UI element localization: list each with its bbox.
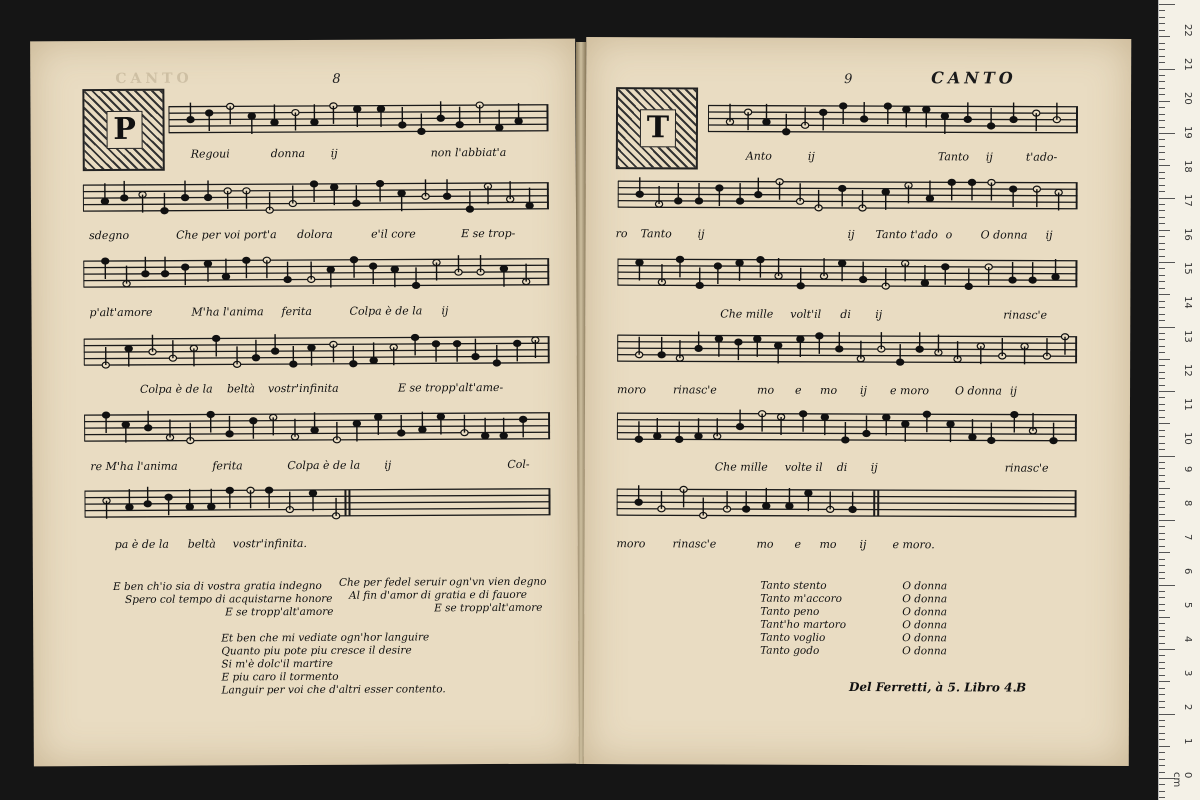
lyric: t'ado- — [1025, 150, 1058, 164]
right-page — [584, 37, 1132, 766]
lyric: ferita — [212, 459, 243, 473]
lyric: Tanto — [640, 227, 672, 241]
ruler-tick — [1159, 417, 1165, 418]
lyric: pa è de la — [114, 537, 170, 551]
ruler-tick — [1159, 88, 1165, 89]
ruler-tick — [1159, 36, 1170, 37]
ruler-tick — [1159, 75, 1165, 76]
ruler-tick — [1159, 275, 1165, 276]
ruler-tick — [1159, 520, 1175, 521]
ruler-number: 2 — [1182, 704, 1193, 711]
music-staff — [83, 255, 549, 291]
ruler-tick — [1159, 597, 1165, 598]
ruler-number: 0 cm — [1171, 772, 1193, 788]
ruler-tick — [1159, 307, 1165, 308]
ruler-tick — [1159, 23, 1165, 24]
lyric: p'alt'amore — [89, 305, 153, 320]
lyric: M'ha l'anima — [191, 305, 264, 319]
decorated-initial: T — [616, 87, 698, 169]
lyric: ij — [1045, 228, 1053, 242]
ruler-tick — [1159, 623, 1165, 624]
ruler-tick — [1159, 385, 1165, 386]
lyric: ij — [870, 461, 878, 475]
ruler-tick — [1159, 249, 1165, 250]
ruler-tick — [1159, 10, 1165, 11]
ruler-number: 16 — [1182, 228, 1193, 241]
ruler-tick — [1159, 797, 1165, 798]
ruler-tick — [1159, 4, 1175, 5]
ruler-number: 6 — [1182, 568, 1193, 575]
music-staff — [84, 485, 550, 521]
music-staff — [708, 101, 1078, 136]
music-staff — [83, 179, 549, 215]
verse-refrain: O donna O donna O donna O donna O donna O donna — [902, 580, 948, 658]
measuring-ruler — [1158, 0, 1200, 800]
ruler-tick — [1159, 456, 1175, 457]
ruler-tick — [1159, 630, 1165, 631]
page-number: 9 — [844, 71, 853, 87]
music-staff — [617, 255, 1077, 291]
left-page — [30, 39, 579, 767]
ruler-tick — [1159, 243, 1165, 244]
ruler-tick — [1159, 675, 1165, 676]
ruler-tick — [1159, 591, 1165, 592]
ruler-tick — [1159, 572, 1165, 573]
ruler-tick — [1159, 430, 1165, 431]
ruler-tick — [1159, 610, 1165, 611]
ruler-tick — [1159, 488, 1170, 489]
music-staff — [84, 333, 550, 369]
ruler-tick — [1159, 765, 1165, 766]
ruler-tick — [1159, 204, 1165, 205]
ruler-tick — [1159, 533, 1165, 534]
lyric: e moro — [890, 384, 930, 398]
verse-stanza: Et ben che mi vediate ogn'hor languire Quanto piu pote piu cresce il desire Si m'è dolc'il martire E piu caro il tormento Languir per voi che d'altri esser contento. — [221, 631, 446, 697]
ruler-tick — [1159, 217, 1165, 218]
ruler-tick — [1159, 501, 1165, 502]
ruler-tick — [1159, 726, 1165, 727]
ruler-tick — [1159, 481, 1165, 482]
ruler-tick — [1159, 333, 1165, 334]
ruler-tick — [1159, 159, 1165, 160]
lyric: O donna — [955, 384, 1002, 398]
ruler-tick — [1159, 320, 1165, 321]
ruler-tick — [1159, 288, 1165, 289]
ruler-number: 14 — [1182, 296, 1193, 309]
ruler-tick — [1159, 127, 1165, 128]
ruler-tick — [1159, 327, 1175, 328]
ruler-number: 4 — [1182, 636, 1193, 643]
ruler-tick — [1159, 191, 1165, 192]
ruler-tick — [1159, 101, 1170, 102]
ruler-tick — [1159, 739, 1165, 740]
ruler-tick — [1159, 56, 1165, 57]
lyric: rinasc'e — [1003, 308, 1048, 322]
lyric: ro — [615, 227, 628, 241]
ruler-number: 21 — [1182, 58, 1193, 71]
ruler-tick — [1159, 514, 1165, 515]
lyric: Che per voi port'a — [176, 228, 277, 242]
lyric: mo — [757, 383, 775, 397]
bleed-through-text: CANTO — [115, 70, 193, 87]
ruler-tick — [1159, 462, 1165, 463]
lyric: vostr'infinita — [267, 381, 339, 396]
music-staff — [617, 485, 1077, 521]
lyric: Regoui — [190, 147, 230, 161]
ruler-tick — [1159, 262, 1175, 263]
ruler-tick — [1159, 701, 1165, 702]
decorated-initial: P — [82, 89, 164, 171]
ruler-tick — [1159, 655, 1165, 656]
ruler-tick — [1159, 662, 1165, 663]
lyric: vostr'infinita. — [232, 536, 307, 551]
music-staff — [168, 101, 548, 137]
ruler-tick — [1159, 281, 1165, 282]
ruler-tick — [1159, 365, 1165, 366]
lyric: Che mille — [714, 460, 768, 474]
ruler-tick — [1159, 256, 1165, 257]
verse-stanza: E ben ch'io sia di vostra gratia indegno Spero col tempo di acquistarne honore E se tropp'alt'amore — [112, 579, 334, 619]
lyric: rinasc'e — [1004, 461, 1049, 475]
ruler-tick — [1159, 146, 1165, 147]
ruler-tick — [1159, 423, 1170, 424]
ruler-tick — [1159, 585, 1175, 586]
lyric: e'il core — [371, 227, 416, 241]
lyric: mo — [756, 537, 774, 551]
lyric: di — [836, 460, 848, 474]
ruler-tick — [1159, 152, 1165, 153]
ruler-tick — [1159, 526, 1165, 527]
lyric: Colpa è de la — [139, 382, 213, 396]
ruler-tick — [1159, 397, 1165, 398]
lyric: rinasc'e — [673, 383, 717, 397]
ruler-tick — [1159, 114, 1165, 115]
lyric: E se tropp'alt'ame- — [397, 380, 504, 395]
ruler-tick — [1159, 468, 1165, 469]
lyric: Tanto — [937, 150, 970, 164]
ruler-tick — [1159, 552, 1170, 553]
ruler-number: 11 — [1182, 398, 1193, 411]
lyric: e — [795, 383, 802, 397]
lyric: E se trop- — [461, 226, 516, 241]
lyric: Colpa è de la — [349, 304, 423, 318]
music-staff — [84, 409, 550, 445]
ruler-tick — [1159, 133, 1175, 134]
lyric: beltà — [226, 382, 256, 396]
ruler-tick — [1159, 404, 1165, 405]
ruler-tick — [1159, 352, 1165, 353]
ruler-tick — [1159, 578, 1165, 579]
music-staff — [617, 409, 1077, 445]
ruler-tick — [1159, 546, 1165, 547]
ruler-tick — [1159, 339, 1165, 340]
ruler-tick — [1159, 694, 1165, 695]
ruler-tick — [1159, 165, 1170, 166]
lyric: dolora — [297, 227, 333, 242]
ruler-tick — [1159, 372, 1165, 373]
ruler-number: 17 — [1182, 194, 1193, 207]
verse-stanza: Che per fedel seruir ogn'vn vien degno Al fin d'amor di gratia e di fauore E se tropp'alt'amore — [338, 575, 547, 615]
lyric: mo — [820, 383, 838, 397]
lyric: Anto — [745, 149, 772, 163]
lyric: re M'ha l'anima — [90, 459, 178, 474]
ruler-tick — [1159, 346, 1165, 347]
ruler-number: 22 — [1182, 24, 1193, 37]
lyric: e moro. — [892, 538, 935, 552]
ruler-number: 19 — [1182, 126, 1193, 139]
ruler-tick — [1159, 649, 1175, 650]
ruler-tick — [1159, 681, 1170, 682]
page-number: 8 — [332, 71, 341, 87]
ruler-tick — [1159, 314, 1165, 315]
ruler-number: 3 — [1182, 670, 1193, 677]
lyric: rinasc'e — [672, 537, 717, 551]
ruler-tick — [1159, 494, 1165, 495]
ruler-tick — [1159, 746, 1170, 747]
lyric: ij — [1010, 384, 1017, 398]
lyric: donna — [270, 146, 306, 161]
music-staff — [617, 331, 1077, 367]
voice-part-header: CANTO — [931, 68, 1017, 88]
ruler-tick — [1159, 268, 1165, 269]
ruler-tick — [1159, 752, 1165, 753]
ruler-tick — [1159, 139, 1165, 140]
ruler-tick — [1159, 565, 1165, 566]
lyric: volte il — [784, 460, 823, 474]
ruler-tick — [1159, 733, 1165, 734]
ruler-number: 10 — [1182, 432, 1193, 445]
ruler-tick — [1159, 62, 1165, 63]
lyric: ij — [985, 150, 993, 164]
ruler-tick — [1159, 617, 1170, 618]
lyric: ij — [859, 538, 867, 552]
ruler-tick — [1159, 120, 1165, 121]
ruler-tick — [1159, 178, 1165, 179]
ruler-tick — [1159, 443, 1165, 444]
attribution: Del Ferretti, à 5. Libro 4. — [848, 679, 1017, 695]
ruler-number: 7 — [1182, 534, 1193, 541]
ruler-tick — [1159, 294, 1170, 295]
ruler-tick — [1159, 107, 1165, 108]
lyric: ij — [860, 384, 867, 398]
ruler-tick — [1159, 30, 1165, 31]
ruler-tick — [1159, 636, 1165, 637]
ruler-tick — [1159, 378, 1165, 379]
lyric: o — [945, 228, 953, 242]
ruler-tick — [1159, 185, 1165, 186]
lyric: mo — [819, 537, 837, 551]
ruler-tick — [1159, 643, 1165, 644]
ruler-tick — [1159, 301, 1165, 302]
ruler-tick — [1159, 475, 1165, 476]
ruler-tick — [1159, 359, 1170, 360]
ruler-tick — [1159, 236, 1165, 237]
ruler-tick — [1159, 210, 1165, 211]
ruler-tick — [1159, 230, 1170, 231]
ruler-tick — [1159, 507, 1165, 508]
ruler-tick — [1159, 17, 1165, 18]
ruler-tick — [1159, 539, 1165, 540]
ruler-number: 1 — [1182, 738, 1193, 745]
lyric: di — [840, 307, 851, 321]
lyric: volt'il — [790, 307, 822, 321]
lyric: moro — [616, 537, 646, 551]
lyric: beltà — [187, 537, 216, 551]
lyric: ij — [847, 227, 855, 241]
ruler-tick — [1159, 668, 1165, 669]
ruler-tick — [1159, 791, 1165, 792]
ruler-tick — [1159, 688, 1165, 689]
lyric: ij — [384, 458, 392, 472]
ruler-tick — [1159, 707, 1165, 708]
lyric: e — [794, 537, 802, 551]
ruler-tick — [1159, 449, 1165, 450]
signature-mark: B — [1015, 680, 1027, 695]
lyric: Tanto t'ado — [875, 228, 938, 242]
ruler-number: 20 — [1182, 92, 1193, 105]
lyric: Che mille — [720, 307, 774, 321]
lyric: moro — [617, 383, 646, 397]
lyric: ij — [697, 227, 705, 241]
lyric: ferita — [281, 304, 312, 319]
ruler-tick — [1159, 81, 1165, 82]
lyric: ij — [807, 149, 815, 163]
music-staff — [618, 177, 1078, 213]
ruler-tick — [1159, 720, 1165, 721]
ruler-tick — [1159, 391, 1175, 392]
lyric: ij — [330, 146, 338, 160]
lyric: non l'abbiat'a — [430, 145, 507, 160]
ruler-tick — [1159, 198, 1175, 199]
ruler-tick — [1159, 223, 1165, 224]
ruler-tick — [1159, 784, 1165, 785]
ruler-number: 18 — [1182, 160, 1193, 173]
lyric: O donna — [980, 228, 1028, 242]
verse-stanza: Tanto stento Tanto m'accoro Tanto peno Tant'ho martoro Tanto voglio Tanto godo — [760, 579, 847, 657]
ruler-tick — [1159, 172, 1165, 173]
ruler-tick — [1159, 559, 1165, 560]
lyric: Colpa è de la — [287, 458, 361, 473]
ruler-tick — [1159, 94, 1165, 95]
ruler-tick — [1159, 436, 1165, 437]
ruler-tick — [1159, 69, 1175, 70]
ruler-tick — [1159, 772, 1165, 773]
ruler-tick — [1159, 43, 1165, 44]
lyric: ij — [875, 308, 883, 322]
ruler-number: 12 — [1182, 364, 1193, 377]
ruler-tick — [1159, 49, 1165, 50]
ruler-number: 5 — [1182, 602, 1193, 609]
lyric: Col- — [507, 457, 530, 471]
ruler-tick — [1159, 604, 1165, 605]
lyric: ij — [441, 304, 449, 318]
ruler-tick — [1159, 759, 1165, 760]
ruler-tick — [1159, 714, 1175, 715]
ruler-number: 8 — [1182, 500, 1193, 507]
lyric: sdegno — [89, 228, 130, 243]
ruler-number: 9 — [1182, 466, 1193, 473]
ruler-tick — [1159, 410, 1165, 411]
ruler-number: 15 — [1182, 262, 1193, 275]
ruler-number: 13 — [1182, 330, 1193, 343]
